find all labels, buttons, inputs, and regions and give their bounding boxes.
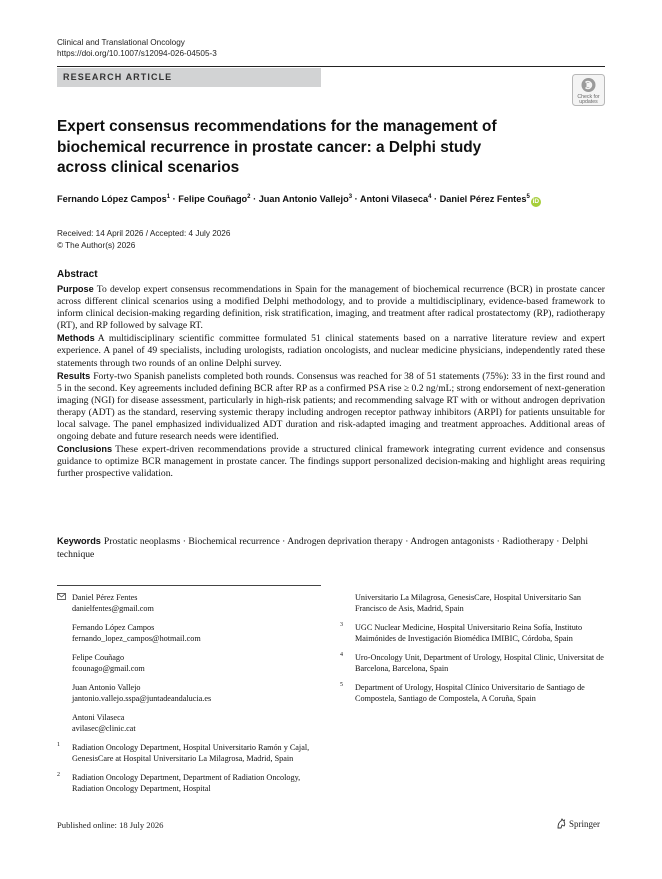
affiliation-number: 3 <box>340 622 343 628</box>
affiliation-number: 1 <box>57 742 60 748</box>
affiliation-text: Uro-Oncology Unit, Department of Urology, Hospital Clinic, Universitat de Barcelona, Barcelona, Spain <box>355 653 604 673</box>
check-for-updates-icon[interactable] <box>572 74 605 106</box>
contact-entry <box>57 652 322 674</box>
author-affiliation-number: 4 <box>428 194 432 200</box>
abstract-section <box>57 443 605 480</box>
abstract-section-text: These expert-driven recommendations provide a structured clinical framework integrating current evidence and consensus guidance to optimize BCR management in prostate cancer. The findings support personalized decision-making and highlight areas requiring further prospective validation. <box>57 444 605 480</box>
author-name[interactable]: Juan Antonio Vallejo <box>258 194 349 204</box>
author-separator: · <box>431 194 440 204</box>
abstract-section-label: Results <box>57 370 91 381</box>
abstract-section-label: Methods <box>57 333 95 344</box>
affiliation-text: Universitario La Milagrosa, GenesisCare, Hospital Universitario San Francisco de Asis, Madrid, Spain <box>355 593 582 613</box>
abstract-heading: Abstract <box>57 269 98 280</box>
affiliation-entry <box>57 772 322 794</box>
contact-name: Fernando López Campos <box>72 623 155 632</box>
contact-entry <box>57 592 322 614</box>
footnote-rule <box>57 585 321 586</box>
contact-email[interactable]: danielfentes@gmail.com <box>72 604 154 613</box>
abstract-section-text: A multidisciplinary scientific committee formulated 51 clinical statements based on a narrative literature review and expert experience. A panel of 49 specialists, including urologists, radiation oncologists, and nuclear medicine physicians, independently rated these statements through two rounds of an online Delphi survey. <box>57 333 605 369</box>
copyright: © The Author(s) 2026 <box>57 241 136 250</box>
affiliation-number: 2 <box>57 772 60 778</box>
contact-entry <box>57 712 322 734</box>
abstract-body <box>57 283 605 481</box>
author-name[interactable]: Felipe Couñago <box>178 194 248 204</box>
affiliation-number: 5 <box>340 682 343 688</box>
footnotes-left-column <box>57 592 322 802</box>
footnotes-right-column <box>340 592 605 712</box>
contact-email[interactable]: avilasec@clinic.cat <box>72 724 136 733</box>
author-separator: · <box>170 194 179 204</box>
abstract-section-label: Conclusions <box>57 444 113 455</box>
envelope-icon <box>57 593 66 600</box>
affiliation-text: Radiation Oncology Department, Department of Radiation Oncology, Radiation Oncology Department, Hospital <box>72 773 301 793</box>
orcid-icon[interactable]: iD <box>532 198 540 205</box>
affiliation-entry <box>340 592 605 614</box>
journal-header <box>57 37 217 59</box>
author-affiliation-number: 5 <box>526 194 530 200</box>
publisher-name: Springer <box>569 819 600 829</box>
affiliation-text: Department of Urology, Hospital Clínico Universitario de Santiago de Compostela, Santiago de Compostela, A Coruña, Spain <box>355 683 585 703</box>
author-separator: · <box>250 194 259 204</box>
author-list <box>57 194 617 207</box>
received-accepted: Received: 14 April 2026 / Accepted: 4 July 2026 <box>57 229 231 238</box>
author-affiliation-number: 2 <box>247 194 251 200</box>
keywords <box>57 535 605 561</box>
abstract-section-text: Forty-two Spanish panelists completed both rounds. Consensus was reached for 38 of 51 statements (75%): 33 in the first round and 5 in the second. Key agreements included defining BCR after RP as a confirmed PSA rise ≥ 0.2 ng/mL; strong endorsement of next-generation imaging (NGI) for disease assessment, particularly in high-risk patients; and recommending salvage RT with or without androgen deprivation therapy (ADT) as the standard, reserving systemic therapy including androgen receptor pathway inhibitors (ARPI) for patients unsuitable for local salvage. The panel emphasized individualized ADT duration and risk-adapted imaging and treatment approaches. Additional areas of ongoing debate and future research needs were identified. <box>57 370 605 443</box>
affiliation-entry <box>340 622 605 644</box>
author-name[interactable]: Fernando López Campos <box>57 194 167 204</box>
contact-name: Antoni Vilaseca <box>72 713 125 722</box>
article-dates <box>57 228 230 252</box>
author-affiliation-number: 3 <box>348 194 353 200</box>
contact-name: Felipe Couñago <box>72 653 125 662</box>
affiliation-entry <box>57 742 322 764</box>
contact-entry <box>57 622 322 644</box>
keywords-text: Prostatic neoplasms · Biochemical recurrence · Androgen deprivation therapy · Androgen antagonists · Radiotherapy · Delphi technique <box>57 536 588 560</box>
header-rule <box>57 66 605 67</box>
keywords-label: Keywords <box>57 536 101 546</box>
journal-name: Clinical and Translational Oncology <box>57 38 185 47</box>
affiliation-entry <box>340 652 605 674</box>
springer-horse-icon <box>556 818 566 829</box>
abstract-section <box>57 370 605 444</box>
doi-link[interactable]: https://doi.org/10.1007/s12094-026-04505-3 <box>57 49 217 58</box>
contact-email[interactable]: jantonio.vallejo.sspa@juntadeandalucia.es <box>72 694 212 703</box>
abstract-section-label: Purpose <box>57 284 94 294</box>
affiliation-text: UGC Nuclear Medicine, Hospital Universitario Reina Sofía, Instituto Maimónides de Investigación Biomédica IMIBIC, Córdoba, Spain <box>355 623 583 643</box>
contact-name: Daniel Pérez Fentes <box>72 593 138 602</box>
publisher-logo <box>556 818 600 829</box>
contact-email[interactable]: fcounago@gmail.com <box>72 664 145 673</box>
abstract-section <box>57 332 605 369</box>
check-updates-line2: updates <box>579 99 598 105</box>
published-online: Published online: 18 July 2026 <box>57 820 164 830</box>
contact-email[interactable]: fernando_lopez_campos@hotmail.com <box>72 634 201 643</box>
contact-name: Juan Antonio Vallejo <box>72 683 141 692</box>
affiliation-text: Radiation Oncology Department, Hospital Universitario Ramón y Cajal, GenesisCare at Hospital Universitario La Milagrosa, Madrid, Spain <box>72 743 310 763</box>
author-name[interactable]: Daniel Pérez Fentes <box>439 194 527 204</box>
contact-entry <box>57 682 322 704</box>
check-updates-line1: Check for <box>577 94 600 100</box>
abstract-section <box>57 283 605 332</box>
affiliation-number: 4 <box>340 652 343 658</box>
affiliation-entry <box>340 682 605 704</box>
author-name[interactable]: Antoni Vilaseca <box>359 194 429 204</box>
abstract-section-text: To develop expert consensus recommendations in Spain for the management of biochemical recurrence (BCR) in prostate cancer across different clinical scenarios using a modified Delphi methodology, and to provide a multidisciplinary, evidence-based framework to inform clinical decision-making regarding definition, risk stratification, imaging, and treatment after radical prostatectomy (RP), radiotherapy (RT), and RP followed by salvage RT. <box>57 284 605 332</box>
author-affiliation-number: 1 <box>166 194 171 200</box>
article-type-badge: RESEARCH ARTICLE <box>57 68 321 87</box>
author-separator: · <box>352 194 360 204</box>
article-title: Expert consensus recommendations for the management of biochemical recurrence in prostate cancer: a Delphi study across clinical scenarios <box>57 118 497 176</box>
